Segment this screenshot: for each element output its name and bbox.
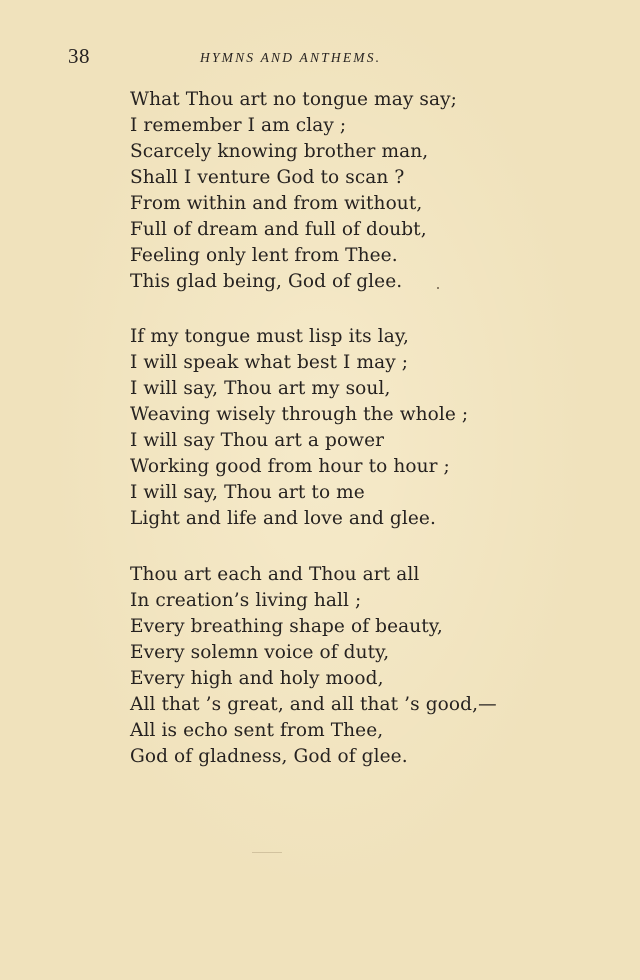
poem-line: This glad being, God of glee. [130, 271, 403, 292]
stanza-2 [130, 324, 468, 532]
poem-line: All is echo sent from Thee, [130, 720, 384, 741]
poem-line: Scarcely knowing brother man, [130, 141, 429, 162]
poem-line: In creation’s living hall ; [130, 590, 362, 611]
poem-line: Working good from hour to hour ; [130, 456, 450, 477]
poem-line: If my tongue must lisp its lay, [130, 326, 409, 347]
poem-line: Every breathing shape of beauty, [130, 616, 443, 637]
poem-line: Feeling only lent from Thee. [130, 245, 398, 266]
poem-line: Shall I venture God to scan ? [130, 167, 405, 188]
stanza-1 [130, 87, 457, 295]
stanza-3 [130, 562, 497, 770]
poem-line: Light and life and love and glee. [130, 508, 436, 529]
poem-line: I will say Thou art a power [130, 430, 385, 451]
page-number: 38 [68, 44, 90, 68]
poem-line: Weaving wisely through the whole ; [130, 404, 469, 425]
paper-smudge [252, 852, 282, 853]
poem-line: Every solemn voice of duty, [130, 642, 390, 663]
ink-speck [437, 287, 439, 289]
poem-line: What Thou art no tongue may say; [130, 89, 457, 110]
poem-line: I will speak what best I may ; [130, 352, 409, 373]
poem-line: God of gladness, God of glee. [130, 746, 408, 767]
poem-line: I will say, Thou art to me [130, 482, 365, 503]
poem-line: All that ’s great, and all that ’s good,— [130, 694, 497, 715]
poem-line: From within and from without, [130, 193, 423, 214]
poem-line: Every high and holy mood, [130, 668, 384, 689]
poem-line: Thou art each and Thou art all [130, 564, 420, 585]
poem-line: Full of dream and full of doubt, [130, 219, 427, 240]
poem-line: I will say, Thou art my soul, [130, 378, 391, 399]
poem-line: I remember I am clay ; [130, 115, 347, 136]
running-head: HYMNS AND ANTHEMS. [200, 50, 382, 65]
